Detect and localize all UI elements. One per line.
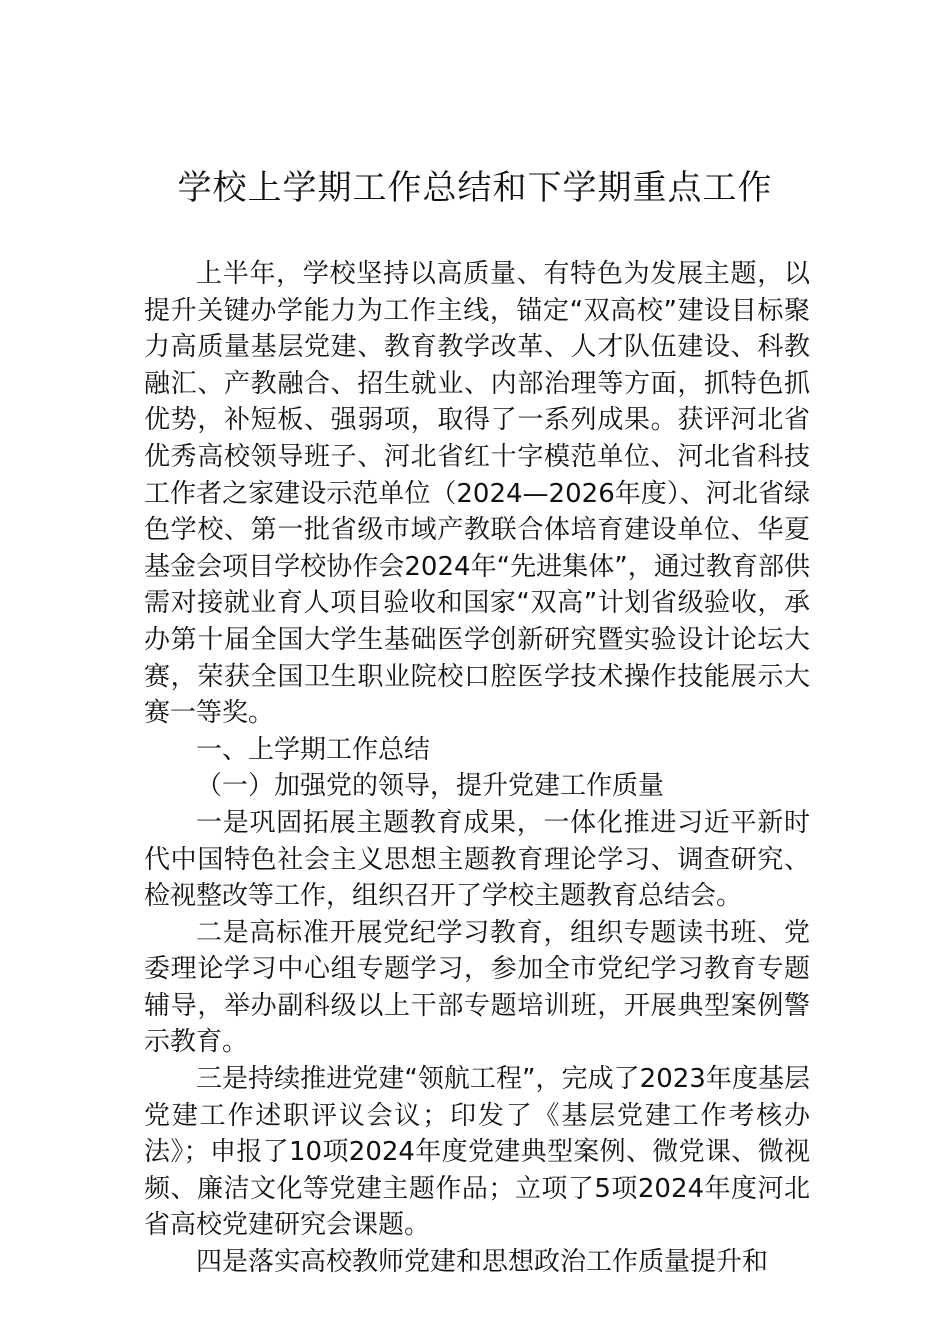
paragraph-item-2: 二是高标准开展党纪学习教育，组织专题读书班、党委理论学习中心组专题学习，参加全市党纪学习教育专题辅导，举办副科级以上干部专题培训班，开展典型案例警示教育。: [144, 917, 810, 1058]
document-title: 学校上学期工作总结和下学期重点工作: [177, 168, 773, 208]
paragraph-item-3: 三是持续推进党建“领航工程”，完成了2023年度基层党建工作述职评议会议；印发了《基层党建工作考核办法》；申报了10项2024年度党建典型案例、微党课、微视频、廉洁文化等党建主题作品；立项了5项2024年度河北省高校党建研究会课题。: [144, 1064, 810, 1241]
paragraph-intro: 上半年，学校坚持以高质量、有特色为发展主题，以提升关键办学能力为工作主线，锚定“双高校”建设目标聚力高质量基层党建、教育教学改革、人才队伍建设、科教融汇、产教融合、招生就业、内部治理等方面，抓特色抓优势，补短板、强弱项，取得了一系列成果。获评河北省优秀高校领导班子、河北省红十字模范单位、河北省科技工作者之家建设示范单位（2024—2026年度）、河北省绿色学校、第一批省级市域产教联合体培育建设单位、华夏基金会项目学校协作会2024年“先进集体”，通过教育部供需对接就业育人项目验收和国家“双高”计划省级验收，承办第十届全国大学生基础医学创新研究暨实验设计论坛大赛，荣获全国卫生职业院校口腔医学技术操作技能展示大赛一等奖。: [144, 259, 810, 729]
document-body: [144, 256, 810, 1281]
paragraph-item-1: 一是巩固拓展主题教育成果，一体化推进习近平新时代中国特色社会主义思想主题教育理论学习、调查研究、检视整改等工作，组织召开了学校主题教育总结会。: [144, 807, 810, 912]
paragraph-item-4: 四是落实高校教师党建和思想政治工作质量提升和: [196, 1247, 769, 1278]
section-heading-1: 一、上学期工作总结: [196, 734, 431, 765]
subsection-heading-1: （一）加强党的领导，提升党建工作质量: [196, 771, 665, 802]
